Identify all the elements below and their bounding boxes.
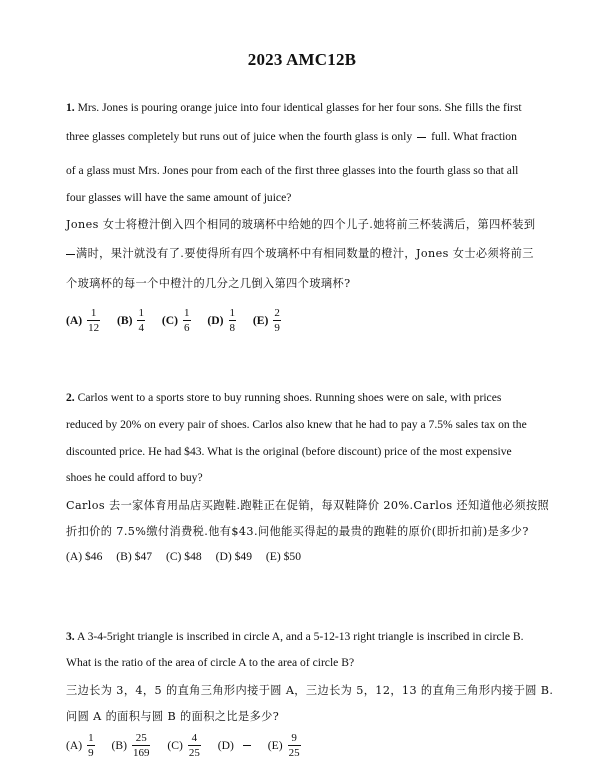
q2-choice-e[interactable]: (E) $50 [265, 550, 301, 563]
q3-choice-d[interactable]: (D) [218, 739, 251, 752]
q1-choice-d[interactable]: (D) $\frac{1}{8}$ [207, 307, 236, 334]
q3-line-1 [66, 630, 544, 643]
q3-choice-d-blank [243, 745, 251, 746]
q2-line-1 [66, 391, 544, 404]
q1-zh-blank [66, 254, 75, 255]
q3-number: 3. [66, 630, 75, 643]
q1-line-1 [66, 101, 544, 114]
q3-choice-c[interactable]: (C) $\frac{4}{25}$ [167, 732, 200, 759]
q2-text-1: Carlos went to a sports store to buy running shoes. Running shoes were on sale, with prices [77, 391, 502, 404]
q2-line-2: reduced by 20% on every pair of shoes. Carlos also knew that he had to pay a 7.5% sales tax on the [66, 418, 527, 431]
q1-zh-line-3: 个玻璃杯的每一个中橙汁的几分之几倒入第四个玻璃杯? [66, 277, 351, 290]
q1-line-2 [66, 130, 544, 143]
q2-zh-line-2: 折扣价的 7.5%缴付消费税.他有$43.问他能买得起的最贵的跑鞋的原价(即折扣前)是多少? [66, 525, 529, 538]
q1-choice-a[interactable]: (A) $\frac{1}{12}$ [66, 307, 100, 334]
q1-number: 1. [66, 101, 75, 114]
q3-answer-choices [66, 732, 315, 759]
q3-zh-line-2: 问圆 A 的面积与圆 B 的面积之比是多少? [66, 710, 280, 723]
q1-text-1: Mrs. Jones is pouring orange juice into four identical glasses for her four sons. She fills the first [77, 101, 522, 114]
q1-answer-choices [66, 307, 295, 334]
q1-line-4: four glasses will have the same amount of juice? [66, 191, 292, 204]
q3-choice-e[interactable]: (E) $\frac{9}{25}$ [267, 732, 300, 759]
q2-answer-choices [66, 550, 312, 563]
q3-choice-b[interactable]: (B) $\frac{25}{169}$ [111, 732, 150, 759]
page-title: 2023 AMC12B [247, 50, 357, 69]
q1-zh-line-2 [66, 245, 544, 261]
q1-choice-c[interactable]: (C) $\frac{1}{6}$ [161, 307, 190, 334]
q3-zh-line-1: 三边长为 3，4，5 的直角三角形内接于圆 A，三边长为 5，12，13 的直角三角形内接于圆 B. [66, 684, 554, 697]
q1-text-2a: three glasses completely but runs out of juice when the fourth glass is only [66, 130, 413, 143]
q2-choice-d[interactable]: (D) $49 [215, 550, 252, 563]
q1-zh-text-2: 满时，果汁就没有了.要使得所有四个玻璃杯中有相同数量的橙汁，Jones 女士必须将前三 [76, 247, 534, 260]
q1-zh-line-1: Jones 女士将橙汁倒入四个相同的玻璃杯中给她的四个儿子.她将前三杯装满后，第四杯装到 [66, 218, 536, 231]
q1-line-3: of a glass must Mrs. Jones pour from each of the first three glasses into the fourth glass so that all [66, 164, 519, 177]
q2-zh-line-1: Carlos 去一家体育用品店买跑鞋.跑鞋正在促销，每双鞋降价 20%.Carlos 还知道他必须按照 [66, 499, 550, 512]
q2-line-4: shoes he could afford to buy? [66, 471, 203, 484]
q2-choice-c[interactable]: (C) $48 [165, 550, 202, 563]
q1-choice-e[interactable]: (E) $\frac{2}{9}$ [252, 307, 280, 334]
q1-choice-b[interactable]: (B) $\frac{1}{4}$ [117, 307, 144, 334]
q2-choice-b[interactable]: (B) $47 [116, 550, 153, 563]
q3-text-1: A 3-4-5right triangle is inscribed in circle A, and a 5-12-13 right triangle is inscribed in circle B. [76, 630, 524, 643]
q2-number: 2. [66, 391, 75, 404]
q1-blank [417, 137, 426, 138]
q2-line-3: discounted price. He had $43. What is the original (before discount) price of the most expensive [66, 445, 512, 458]
q1-text-2b: full. What fraction [431, 130, 517, 143]
q3-line-2: What is the ratio of the area of circle A to the area of circle B? [66, 656, 355, 669]
q2-choice-a[interactable]: (A) $46 [66, 550, 103, 563]
q3-choice-a[interactable]: (A) $\frac{1}{9}$ [66, 732, 94, 759]
